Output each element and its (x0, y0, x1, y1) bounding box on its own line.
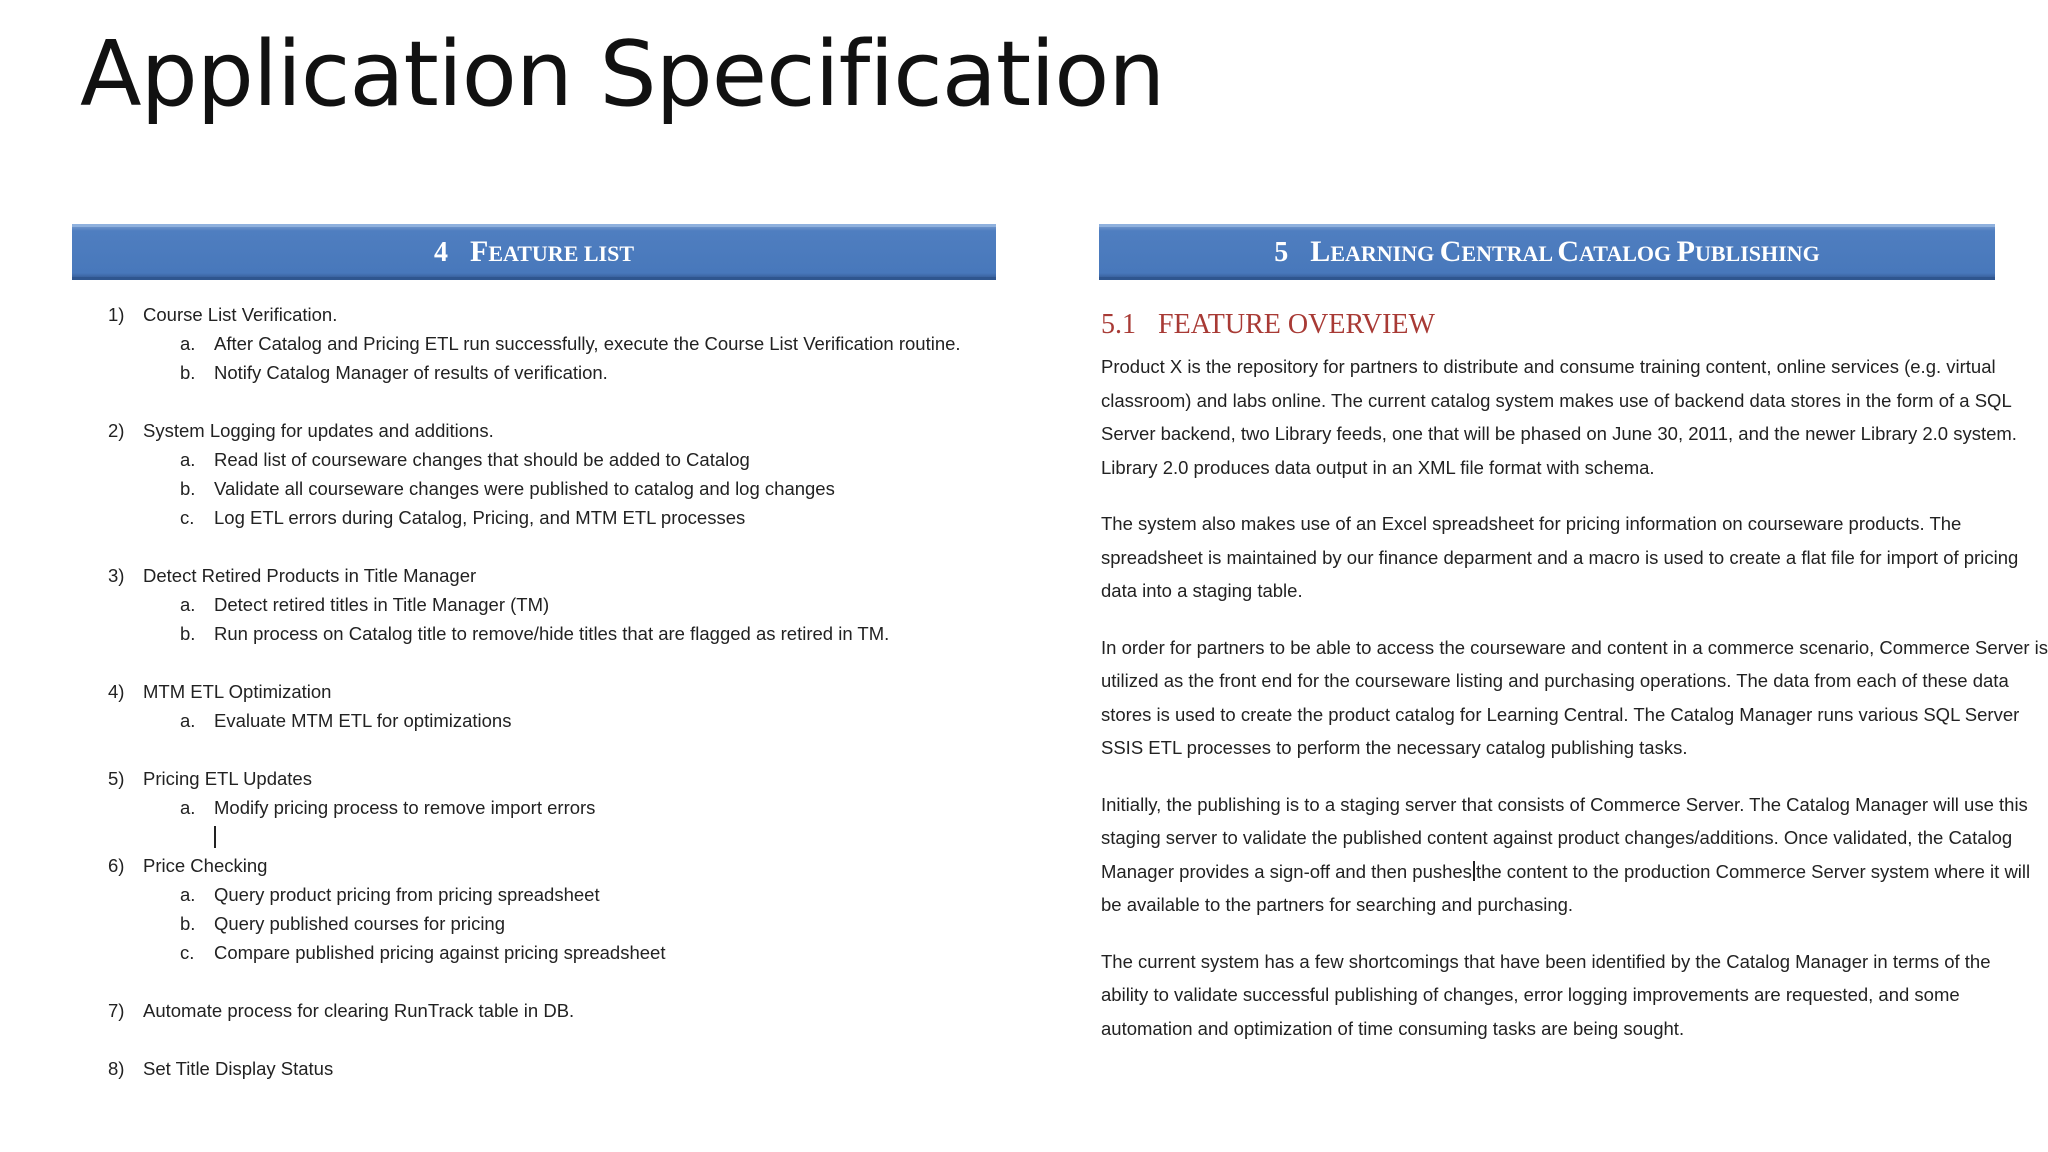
sub-item-letter: b. (180, 623, 196, 644)
feature-title: Set Title Display Status (143, 1058, 334, 1079)
sub-item (108, 619, 988, 648)
section-header-feature-list (72, 224, 996, 280)
overview-paragraph (1101, 631, 2048, 765)
sub-item (108, 880, 988, 909)
overview-paragraph (1101, 507, 2019, 608)
sub-item (108, 590, 988, 619)
catalog-publishing-panel (1099, 224, 2048, 1068)
paragraph-line: stores is used to create the product catalog for Learning Central. The Catalog Manager runs various SQL Server (1101, 703, 2020, 725)
feature-title: Course List Verification. (143, 304, 338, 325)
sub-item-letter: a. (180, 797, 196, 818)
section-title-part: UBLISHING (1694, 241, 1820, 266)
text-cursor-caret (214, 826, 216, 848)
feature-title: MTM ETL Optimization (143, 681, 332, 702)
sub-item-text: Modify pricing process to remove import errors (214, 797, 596, 818)
sub-item-text: Query product pricing from pricing spreadsheet (214, 884, 600, 905)
sub-item-letter: a. (180, 884, 196, 905)
feature-item (108, 300, 988, 387)
paragraph-line: Manager provides a sign-off and then pushes the content to the production Commerce Server system where it will (1101, 860, 2031, 882)
sub-item-text: After Catalog and Pricing ETL run successfully, execute the Course List Verification routine. (214, 333, 961, 354)
paragraph-line: classroom) and labs online. The current catalog system makes use of backend data stores in the form of a SQL (1101, 389, 2012, 411)
feature-list (108, 300, 988, 1112)
feature-number: 4) (108, 681, 125, 702)
paragraph-line: SSIS ETL processes to perform the necessary catalog publishing tasks. (1101, 737, 1688, 758)
feature-item (108, 561, 988, 648)
sub-item (108, 938, 988, 967)
sub-item-text: Run process on Catalog title to remove/hide titles that are flagged as retired in TM. (214, 623, 890, 644)
paragraph-line: The current system has a few shortcomings that have been identified by the Catalog Manager in terms of the (1101, 950, 1991, 972)
feature-number: 2) (108, 420, 125, 441)
sub-item (108, 793, 988, 822)
section-title-part: ENTRAL (1461, 241, 1558, 266)
paragraph-line: spreadsheet is maintained by our finance deparment and a macro is used to create a flat file for import of pricing (1101, 546, 2019, 568)
subsection-heading (1101, 308, 1995, 342)
feature-number: 1) (108, 304, 125, 325)
feature-heading (108, 416, 988, 445)
sub-item-list (108, 590, 988, 648)
feature-item (108, 1054, 988, 1083)
paragraph-line: data into a staging table. (1101, 580, 1303, 601)
feature-item (108, 996, 988, 1025)
sub-item-letter: a. (180, 333, 196, 354)
sub-item (108, 706, 988, 735)
paragraph-line: be available to the partners for searching and purchasing. (1101, 894, 1574, 915)
feature-heading (108, 300, 988, 329)
sub-item-text: Notify Catalog Manager of results of verification. (214, 362, 608, 383)
section-number: 5 (1274, 237, 1289, 268)
feature-heading (108, 851, 988, 880)
overview-paragraph (1101, 350, 2017, 484)
sub-item-letter: b. (180, 362, 196, 383)
section-header-catalog-publishing (1099, 224, 1995, 280)
feature-title: Detect Retired Products in Title Manager (143, 565, 477, 586)
feature-title: Automate process for clearing RunTrack table in DB. (143, 1000, 575, 1021)
paragraph-line: The system also makes use of an Excel spreadsheet for pricing information on courseware products. The (1101, 513, 1962, 534)
feature-heading (108, 1054, 988, 1083)
section-title-part: C (1557, 235, 1580, 268)
paragraph-line: In order for partners to be able to access the courseware and content in a commerce scenario, Commerce Server is (1101, 636, 2048, 658)
section-title-part: F (469, 235, 489, 268)
feature-heading (108, 764, 988, 793)
sub-item-text: Log ETL errors during Catalog, Pricing, and MTM ETL processes (214, 507, 746, 528)
sub-item-text: Evaluate MTM ETL for optimizations (214, 710, 512, 731)
sub-item-list (108, 329, 988, 387)
sub-item (108, 503, 988, 532)
feature-list-panel (72, 224, 996, 1079)
sub-item-letter: a. (180, 594, 196, 615)
paragraph-line: Product X is the repository for partners to distribute and consume training content, online services (e.g. virtual (1101, 356, 1996, 377)
sub-item (108, 445, 988, 474)
paragraph-line: utilized as the front end for the courseware listing and purchasing operations. The data from each of these data (1101, 670, 2009, 691)
sub-item-text: Validate all courseware changes were published to catalog and log changes (214, 478, 835, 499)
feature-overview-body (1101, 350, 2048, 1045)
paragraph-line: ability to validate successful publishing of changes, error logging improvements are requested, and some (1101, 984, 1960, 1005)
text-cursor (108, 822, 988, 851)
text-cursor-caret (1473, 861, 1475, 881)
section-title-part: P (1676, 235, 1695, 268)
sub-item-list (108, 445, 988, 532)
paragraph-line: Server backend, two Library feeds, one that will be phased on June 30, 2011, and the newer Library 2.0 system. (1101, 423, 2017, 444)
sub-item-text: Query published courses for pricing (214, 913, 506, 934)
feature-title: Pricing ETL Updates (143, 768, 312, 789)
feature-number: 8) (108, 1058, 125, 1079)
overview-paragraph (1101, 788, 2031, 922)
sub-item-letter: b. (180, 913, 196, 934)
sub-item (108, 329, 988, 358)
sub-item-text: Read list of courseware changes that should be added to Catalog (214, 449, 750, 470)
section-title-part: ATALOG (1579, 241, 1677, 266)
feature-item (108, 677, 988, 735)
paragraph-line: staging server to validate the published content against product changes/additions. Once validated, the Catalog (1101, 827, 2013, 848)
feature-heading (108, 677, 988, 706)
feature-number: 5) (108, 768, 125, 789)
feature-number: 6) (108, 855, 125, 876)
sub-item-text: Detect retired titles in Title Manager (TM) (214, 594, 550, 615)
feature-title: Price Checking (143, 855, 268, 876)
feature-heading (108, 996, 988, 1025)
sub-item-letter: c. (180, 942, 195, 963)
sub-item (108, 358, 988, 387)
sub-item-letter: a. (180, 710, 196, 731)
paragraph-line: Initially, the publishing is to a staging server that consists of Commerce Server. The Catalog Manager will use this (1101, 793, 2028, 815)
feature-heading (108, 561, 988, 590)
section-title (1310, 237, 1819, 268)
section-title-part: L (1310, 235, 1331, 268)
section-number: 4 (433, 237, 448, 268)
section-title-part: C (1439, 235, 1462, 268)
feature-title: System Logging for updates and additions. (143, 420, 494, 441)
sub-item-list (108, 880, 988, 967)
section-title-part: EATURE LIST (488, 241, 635, 266)
subsection-title: FEATURE OVERVIEW (1158, 309, 1435, 340)
sub-item-list (108, 793, 988, 822)
feature-item (108, 764, 988, 851)
sub-item-letter: c. (180, 507, 195, 528)
sub-item-text: Compare published pricing against pricing spreadsheet (214, 942, 666, 963)
section-title-part: EARNING (1330, 241, 1440, 266)
feature-item (108, 416, 988, 532)
sub-item-list (108, 706, 988, 735)
paragraph-line: Library 2.0 produces data output in an XML file format with schema. (1101, 456, 1655, 478)
paragraph-line: automation and optimization of time consuming tasks are being sought. (1101, 1017, 1685, 1039)
feature-number: 7) (108, 1000, 125, 1021)
sub-item (108, 474, 988, 503)
sub-item-letter: a. (180, 449, 196, 470)
sub-item (108, 909, 988, 938)
sub-item-letter: b. (180, 478, 196, 499)
overview-paragraph (1101, 945, 1997, 1046)
slide-title: Application Specification (80, 22, 1165, 127)
section-title (470, 237, 634, 268)
feature-item (108, 851, 988, 967)
subsection-number: 5.1 (1101, 309, 1136, 340)
feature-number: 3) (108, 565, 125, 586)
